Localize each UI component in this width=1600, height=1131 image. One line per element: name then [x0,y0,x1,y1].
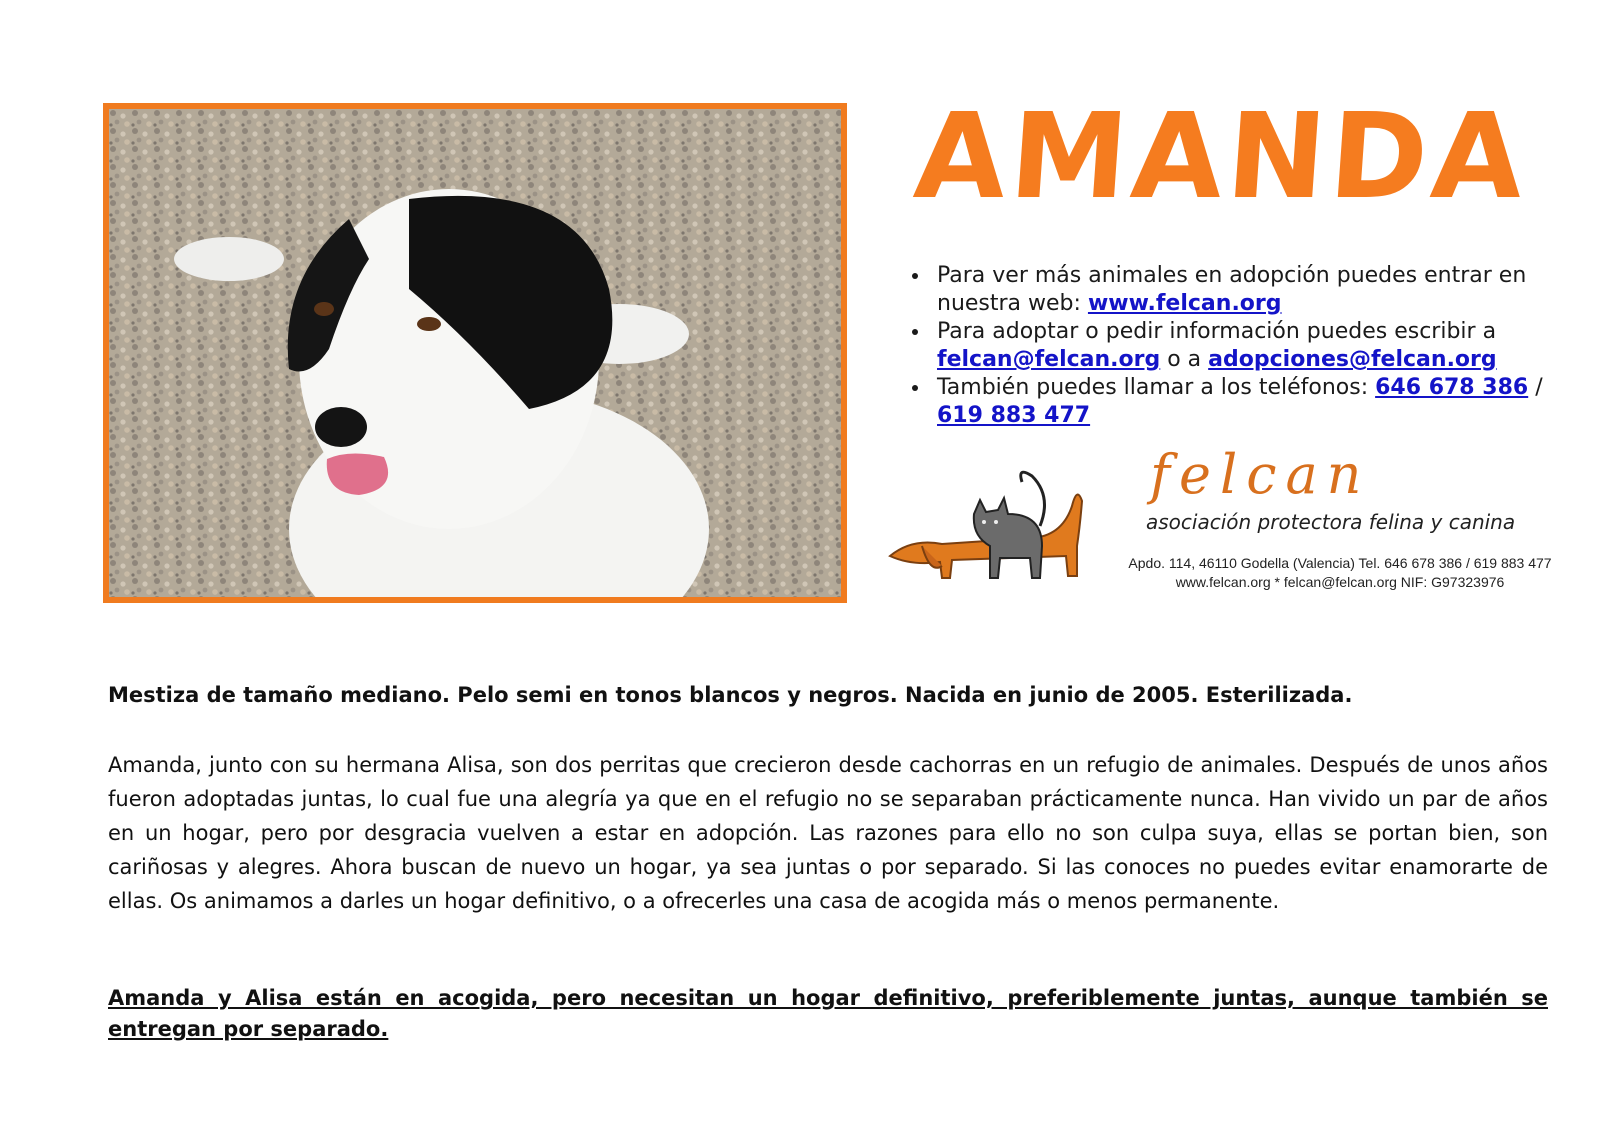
email-link-felcan[interactable]: felcan@felcan.org [937,347,1161,372]
logo-name: felcan [1150,443,1371,506]
contact-info-list [905,262,1581,430]
list-item [931,318,1581,374]
list-item [931,374,1581,430]
logo-address [1110,554,1570,592]
felcan-logo-icon [882,466,1102,590]
website-link[interactable]: www.felcan.org [1087,291,1282,316]
email-link-adopciones[interactable]: adopciones@felcan.org [1208,347,1497,372]
adoption-note: Amanda y Alisa están en acogida, pero necesitan un hogar definitivo, preferiblemente juntas, aunque también se entregan por separado. [108,986,1548,1041]
dog-summary: Mestiza de tamaño mediano. Pelo semi en tonos blancos y negros. Nacida en junio de 2005. Esterilizada. [108,683,1353,707]
logo-tagline: asociación protectora felina y canina [1146,510,1516,534]
list-item [931,262,1581,318]
phone-link-1[interactable]: 646 678 386 [1375,375,1529,400]
info-text: También puedes llamar a los teléfonos: [937,375,1376,400]
dog-story: Amanda, junto con su hermana Alisa, son dos perritas que crecieron desde cachorras en un refugio de animales. Después de unos años fueron adoptadas juntas, lo cual fue una alegría ya que en el refugio no se separaban prácticamente nunca. Han vivido un par de años en un hogar, pero por desgracia vuelven a estar en adopción. Las razones para ello no son culpa suya, ellas se portan bien, son cariñosas y alegres. Ahora buscan de nuevo un hogar, ya sea juntas o por separado. Si las conoces no puedes evitar enamorarte de ellas. Os animamos a darles un hogar definitivo, o a ofrecerles una casa de acogida más o menos permanente. [108,753,1548,913]
page-title: AMANDA [910,87,1532,225]
phone-separator: / [1528,375,1543,400]
dog-photo-frame [103,103,847,603]
phone-link-2[interactable]: 619 883 477 [937,403,1091,428]
info-text: o a [1160,347,1209,372]
address-line-1: Apdo. 114, 46110 Godella (Valencia) Tel. 646 678 386 / 619 883 477 [1128,555,1552,571]
address-line-2: www.felcan.org * felcan@felcan.org NIF: G97323976 [1175,574,1505,590]
info-text: Para ver más animales en adopción puedes entrar en nuestra web: [937,263,1527,316]
info-text: Para adoptar o pedir información puedes escribir a [937,319,1497,344]
dog-photo [109,109,841,597]
